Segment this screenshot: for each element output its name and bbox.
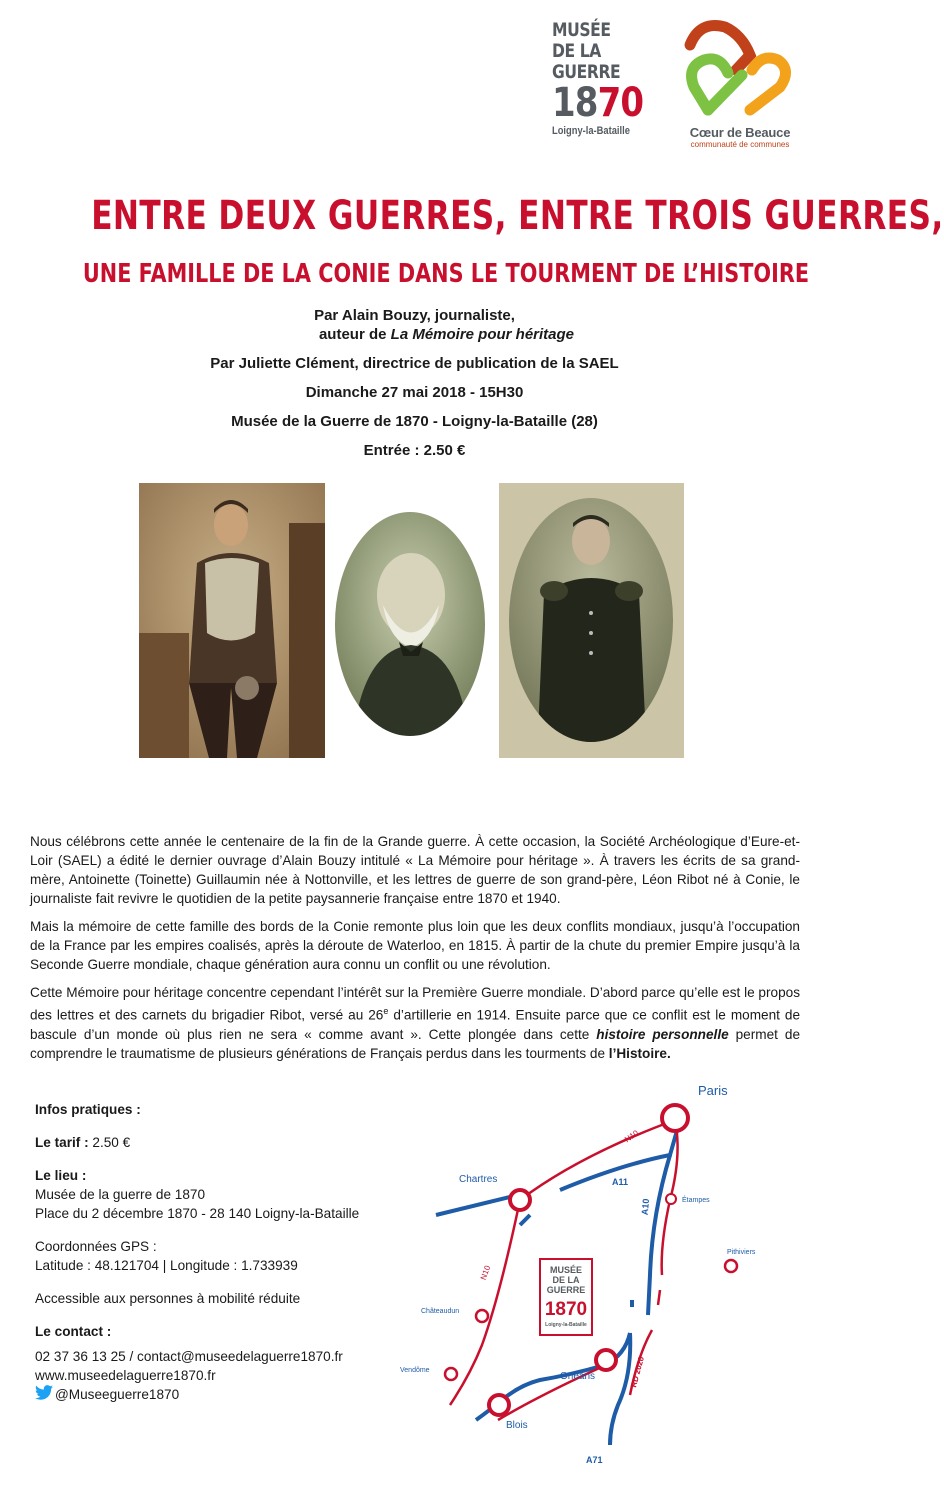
map-road-n10 — [450, 1200, 520, 1405]
map-logo-year: 1870 — [544, 1299, 588, 1320]
event-entry: Entrée : 2.50 € — [363, 442, 466, 459]
map-label-chateaudun: Châteaudun — [421, 1308, 460, 1315]
map-label-a11: A11 — [612, 1177, 629, 1187]
musee-logo-line3: GUERRE — [552, 61, 621, 83]
map-marker-paris — [662, 1105, 688, 1131]
twitter-icon — [35, 1385, 55, 1405]
article-emphasis: histoire personnelle — [596, 1026, 729, 1042]
map-label-orleans: Orléans — [560, 1371, 596, 1382]
map-label-n10-north: N10 — [623, 1128, 641, 1145]
event-place: Musée de la Guerre de 1870 - Loigny-la-Bataille (28) — [231, 413, 598, 430]
contact-phone-email[interactable]: 02 37 36 13 25 / contact@museedelaguerre1870.fr — [35, 1349, 343, 1364]
map-label-n10: N10 — [478, 1264, 493, 1282]
article-paragraph-2: Mais la mémoire de cette famille des bords de la Conie remonte plus loin que les deux conflits mondiaux, jusqu’à l’occupation de la France par les empires coalisés, après la déroute de Waterloo, en 1815. À partir de la chute du premier Empire jusqu’à la Seconde Guerre mondiale, chaque génération aura connu un conflit ou une révolution. — [30, 919, 800, 972]
access-map — [400, 1075, 820, 1495]
map-label-chartres: Chartres — [459, 1174, 498, 1185]
coeur-de-beauce-name: Cœur de Beauce — [689, 125, 791, 140]
map-marker-pithiviers — [725, 1260, 737, 1272]
map-logo-line1: MUSÉE — [549, 1265, 583, 1275]
author-line2: auteur de La Mémoire pour héritage — [318, 326, 575, 343]
gps-value: Latitude : 48.121704 | Longitude : 1.733939 — [35, 1258, 298, 1273]
musee-logo — [552, 19, 644, 137]
second-speaker: Par Juliette Clément, directrice de publication de la SAEL — [210, 355, 619, 372]
musee-logo-line1: MUSÉE — [552, 19, 611, 41]
map-marker-blois — [489, 1395, 509, 1415]
map-label-blois: Blois — [506, 1420, 528, 1431]
book-title: La Mémoire pour héritage — [390, 326, 575, 343]
practical-heading: Infos pratiques : — [35, 1102, 141, 1117]
event-date: Dimanche 27 mai 2018 - 15H30 — [305, 384, 524, 401]
map-marker-chartres — [510, 1190, 530, 1210]
map-logo-line3: GUERRE — [546, 1285, 586, 1295]
lieu-line2: Place du 2 décembre 1870 - 28 140 Loigny-la-Bataille — [35, 1206, 360, 1221]
map-road-blue-west — [436, 1197, 510, 1215]
tarif-row: Le tarif : 2.50 € — [35, 1135, 131, 1150]
map-marker-etampes — [666, 1194, 676, 1204]
lieu-label: Le lieu : — [35, 1168, 87, 1183]
gps-label: Coordonnées GPS : — [35, 1239, 157, 1254]
map-marker-vendome — [445, 1368, 457, 1380]
map-road-a71 — [610, 1333, 630, 1445]
website-link[interactable]: www.museedelaguerre1870.fr — [35, 1368, 216, 1383]
sub-title: UNE FAMILLE DE LA CONIE DANS LE TOURMENT DE L’HISTOIRE — [82, 259, 810, 289]
map-marker-chateaudun — [476, 1310, 488, 1322]
map-label-a71: A71 — [586, 1455, 603, 1465]
map-label-etampes: Étampes — [682, 1197, 710, 1204]
map-label-paris: Paris — [698, 1083, 728, 1098]
practical-info — [35, 1100, 395, 1405]
map-logo-town: Loigny-la-Bataille — [545, 1322, 587, 1328]
map-label-a10: A10 — [639, 1198, 652, 1216]
accessibility-note: Accessible aux personnes à mobilité réduite — [35, 1291, 301, 1306]
article-strong: l’Histoire. — [608, 1045, 671, 1061]
portrait-cuirassier-photo — [139, 483, 325, 758]
map-label-rd2020: RD 2020 — [629, 1355, 646, 1389]
event-info — [0, 306, 829, 460]
coeur-de-beauce-hearts-icon — [680, 15, 800, 125]
map-marker-orleans — [596, 1350, 616, 1370]
map-label-vendome: Vendôme — [400, 1367, 430, 1374]
contact-label: Le contact : — [35, 1324, 112, 1339]
article-paragraph-3: Cette Mémoire pour héritage concentre cependant l’intérêt sur la Première Guerre mondiale. D’abord parce qu’elle est le propos des lettres et des carnets du brigadier Ribot, versé au 26e d’artillerie en 1914. Ensuite parce que ce conflit est le moment de bascule d’un monde où plus rien ne sera « comme avant ». Cette plongée dans cette histoire personnelle permet de comprendre le traumatisme de plusieurs générations de Français perdus dans les tourments de l’Histoire. — [30, 985, 801, 1061]
map-label-pithiviers: Pithiviers — [727, 1249, 756, 1256]
musee-logo-line2: DE LA — [552, 40, 601, 62]
article-paragraph-1: Nous célébrons cette année le centenaire de la fin de la Grande guerre. À cette occasion, la Société Archéologique d’Eure-et-Loir (SAEL) a édité le dernier ouvrage d’Alain Bouzy intitulé « La Mémoire pour héritage ». À travers les écrits de sa grand-mère, Antoinette (Toinette) Guillaumin née à Nottonville, et les lettres de guerre de son grand-père, Léon Ribot né à Conie, le journaliste fait revivre le quotidien de la petite paysannerie française entre 1870 et 1940. — [30, 834, 800, 906]
coeur-de-beauce-logo — [680, 15, 800, 149]
lieu-line1: Musée de la guerre de 1870 — [35, 1187, 206, 1202]
portrait-old-man-photo — [333, 510, 487, 738]
map-logo-line2: DE LA — [552, 1275, 580, 1285]
coeur-de-beauce-sub: communauté de communes — [690, 140, 790, 149]
article-body — [30, 832, 800, 1072]
musee-logo-town: Loigny-la-Bataille — [552, 125, 630, 137]
portrait-soldier-photo — [499, 483, 684, 758]
musee-logo-year: 1870 — [552, 80, 644, 126]
main-title: ENTRE DEUX GUERRES, ENTRE TROIS GUERRES, — [91, 193, 944, 239]
author-line1: Par Alain Bouzy, journaliste, — [314, 307, 515, 324]
twitter-row[interactable]: @Museeguerre1870 — [35, 1385, 395, 1405]
